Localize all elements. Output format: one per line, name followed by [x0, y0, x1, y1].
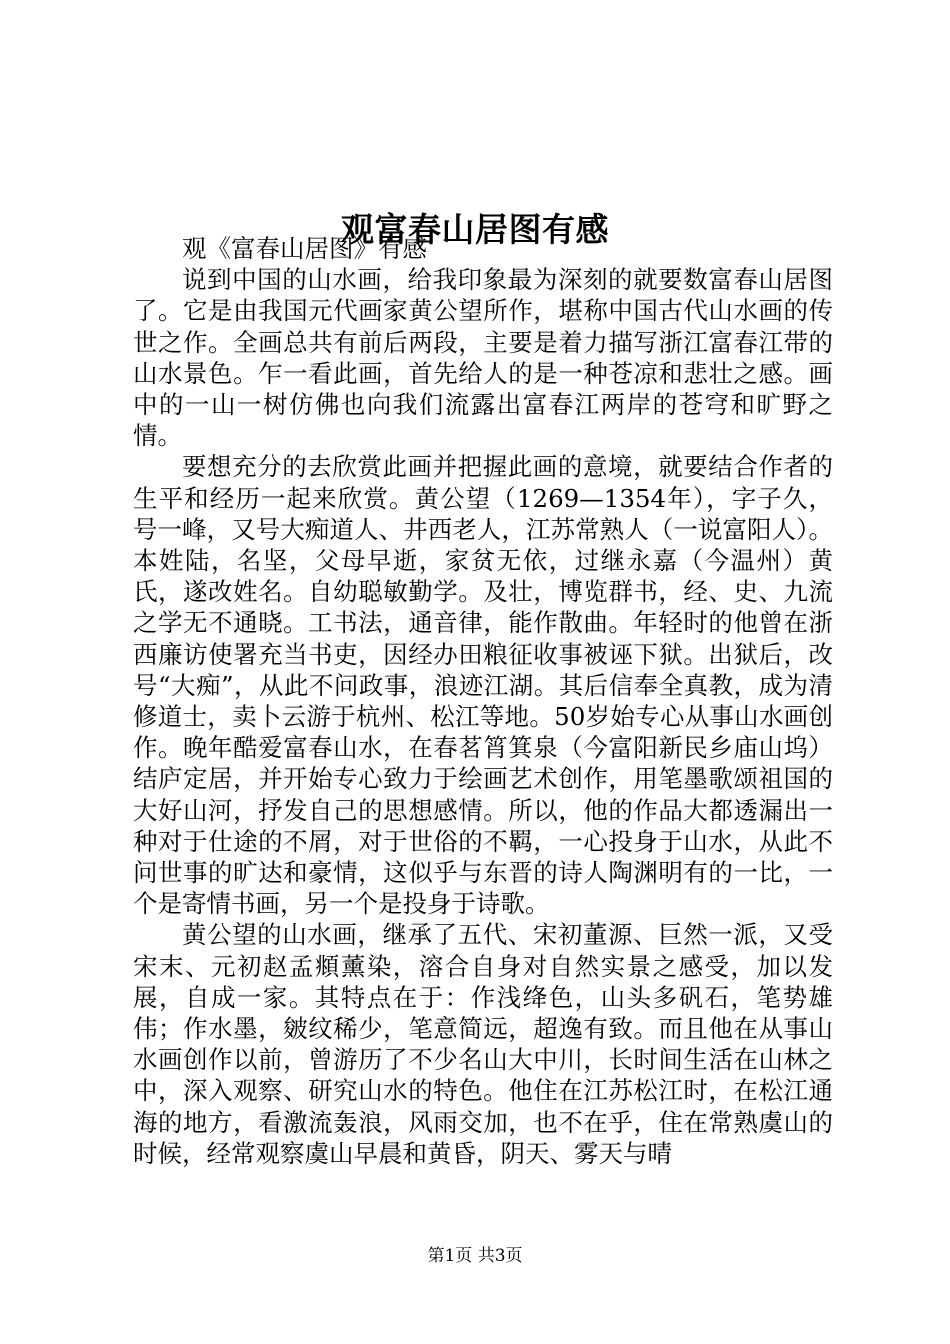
article-subtitle: 观《富春山居图》有感 — [182, 234, 427, 263]
paragraph-3: 黄公望的山水画，继承了五代、宋初董源、巨然一派，又受宋末、元初赵孟頫薰染，溶合自身对自然实景之感受，加以发展，自成一家。其特点在于：作浅绛色，山头多矾石，笔势雄伟；作水墨，皴纹稀少，笔意简远，超逸有致。而且他在从事山水画创作以前，曾游历了不少名山大中川，长时间生活在山林之中，深入观察、研究山水的特色。他住在江苏松江时，在松江通海的地方，看激流轰浪，风雨交加，也不在乎，住在常熟虞山的时候，经常观察虞山早晨和黄昏，阴天、雾天与晴 — [133, 920, 833, 1168]
page-number-footer: 第1页 共3页 — [427, 1246, 523, 1266]
article-body — [133, 233, 833, 1169]
paragraph-1: 说到中国的山水画，给我印象最为深刻的就要数富春山居图了。它是由我国元代画家黄公望所作，堪称中国古代山水画的传世之作。全画总共有前后两段，主要是着力描写浙江富春江带的山水景色。乍一看此画，首先给人的是一种苍凉和悲壮之感。画中的一山一树仿佛也向我们流露出富春江两岸的苍穹和旷野之情。 — [133, 265, 833, 451]
page-title: 观富春山居图有感 — [341, 210, 609, 250]
paragraph-2: 要想充分的去欣赏此画并把握此画的意境，就要结合作者的生平和经历一起来欣赏。黄公望（1269—1354年），字子久，号一峰，又号大痴道人、井西老人，江苏常熟人（一说富阳人）。本姓陆，名坚，父母早逝，家贫无依，过继永嘉（今温州）黄氏，遂改姓名。自幼聪敏勤学。及壮，博览群书，经、史、九流之学无不通晓。工书法，通音律，能作散曲。年轻时的他曾在浙西廉访使署充当书吏，因经办田粮征收事被诬下狱。出狱后，改号“大痴”，从此不问政事，浪迹江湖。其后信奉全真教，成为清修道士，卖卜云游于杭州、松江等地。50岁始专心从事山水画创作。晚年酷爱富春山水，在春茗筲箕泉（今富阳新民乡庙山坞）结庐定居，并开始专心致力于绘画艺术创作，用笔墨歌颂祖国的大好山河，抒发自己的思想感情。所以，他的作品大都透漏出一种对于仕途的不屑，对于世俗的不羁，一心投身于山水，从此不问世事的旷达和豪情，这似乎与东晋的诗人陶渊明有的一比，一个是寄情书画，另一个是投身于诗歌。 — [133, 452, 833, 919]
